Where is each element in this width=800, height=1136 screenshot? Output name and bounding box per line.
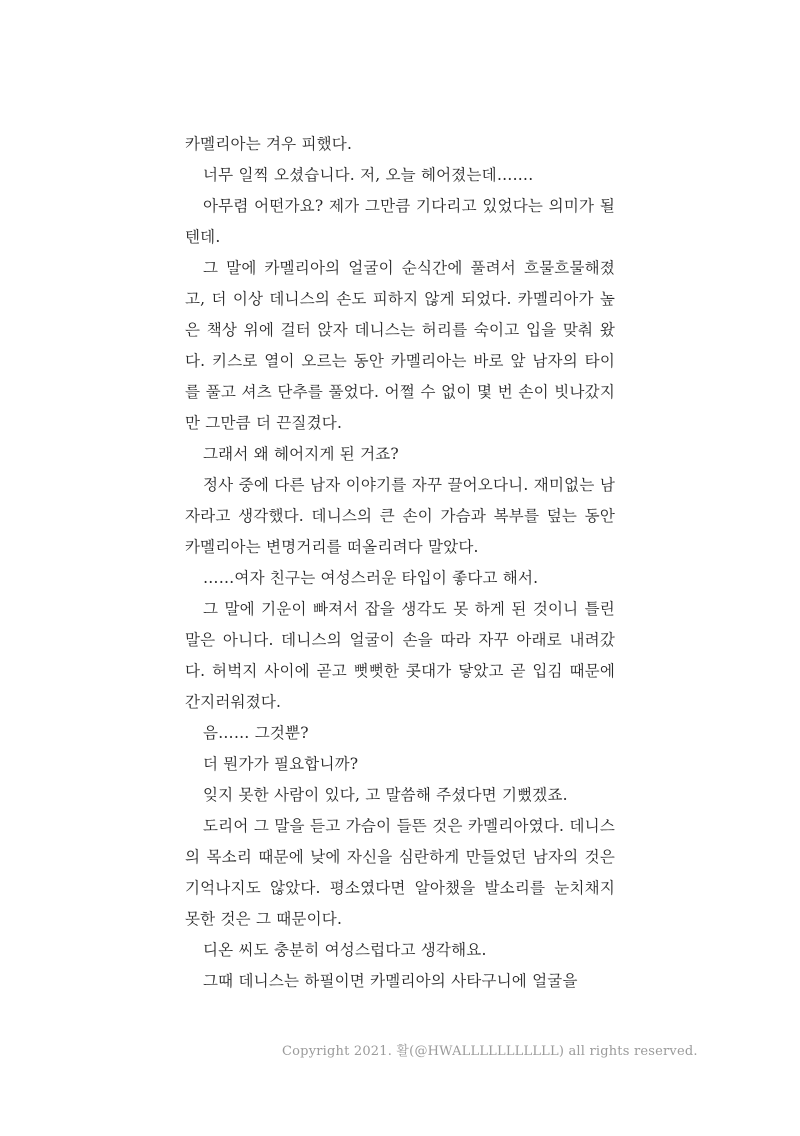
paragraph: 더 뭔가가 필요합니까? xyxy=(203,755,359,773)
body-text xyxy=(185,129,615,997)
paragraph: 음…… 그것뿐? xyxy=(203,724,309,742)
paragraph: 그래서 왜 헤어지게 된 거죠? xyxy=(203,445,399,463)
paragraph: 정사 중에 다른 남자 이야기를 자꾸 끌어오다니. 재미없는 남자라고 생각했다. 데니스의 큰 손이 가슴과 복부를 덮는 동안 카멜리아는 변명거리를 떠올리려다 말았다. xyxy=(185,476,615,556)
paragraph: ……여자 친구는 여성스러운 타입이 좋다고 해서. xyxy=(203,569,539,587)
paragraph: 너무 일찍 오셨습니다. 저, 오늘 헤어졌는데……. xyxy=(203,166,534,184)
paragraph: 그 말에 카멜리아의 얼굴이 순식간에 풀려서 흐물흐물해졌고, 더 이상 데니스의 손도 피하지 않게 되었다. 카멜리아가 높은 책상 위에 걸터 앉자 데니스는 허리를 숙이고 입을 맞춰 왔다. 키스로 열이 오르는 동안 카멜리아는 바로 앞 남자의 타이를 풀고 셔츠 단추를 풀었다. 어쩔 수 없이 몇 번 손이 빗나갔지만 그만큼 더 끈질겼다. xyxy=(185,259,615,432)
paragraph: 디온 씨도 충분히 여성스럽다고 생각해요. xyxy=(203,941,487,959)
copyright-footer: Copyright 2021. 활(@HWALLLLLLLLLLL) all rights reserved. xyxy=(282,1044,698,1059)
paragraph: 도리어 그 말을 듣고 가슴이 들뜬 것은 카멜리아였다. 데니스의 목소리 때문에 낮에 자신을 심란하게 만들었던 남자의 것은 기억나지도 않았다. 평소였다면 알아챘을 발소리를 눈치채지 못한 것은 그 때문이다. xyxy=(185,817,615,928)
paragraph: 그때 데니스는 하필이면 카멜리아의 사타구니에 얼굴을 xyxy=(203,972,578,990)
paragraph: 카멜리아는 겨우 피했다. xyxy=(185,135,353,153)
paragraph: 잊지 못한 사람이 있다, 고 말씀해 주셨다면 기뻤겠죠. xyxy=(203,786,568,804)
paragraph: 아무렴 어떤가요? 제가 그만큼 기다리고 있었다는 의미가 될 텐데. xyxy=(185,197,615,246)
paragraph: 그 말에 기운이 빠져서 잡을 생각도 못 하게 된 것이니 틀린 말은 아니다. 데니스의 얼굴이 손을 따라 자꾸 아래로 내려갔다. 허벅지 사이에 곧고 뻣뻣한 콧대가 닿았고 곧 입김 때문에 간지러워졌다. xyxy=(185,600,615,711)
